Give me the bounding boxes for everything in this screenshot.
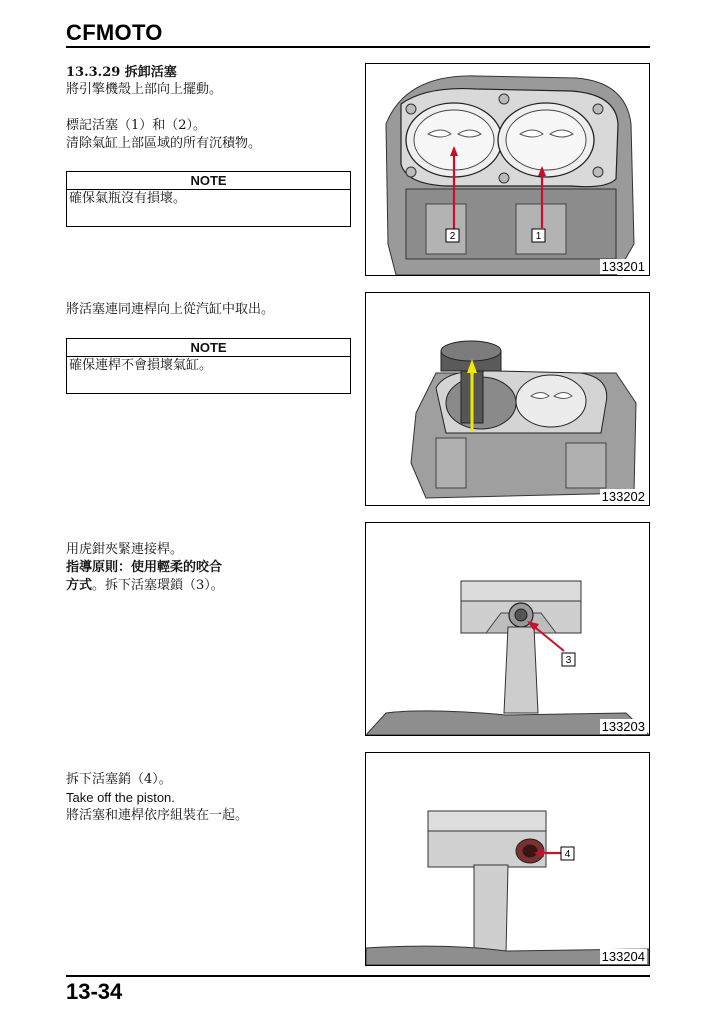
brand-title: CFMOTO (66, 20, 163, 45)
figure-133202 (365, 292, 650, 506)
section-title: 13.3.29 拆卸活塞 (66, 65, 177, 80)
step3-line3 (66, 577, 224, 595)
callout-3: 3 (565, 655, 572, 666)
step3-line3-bold: 方式 (66, 578, 93, 593)
step1-line2: 清除氣缸上部區域的所有沉積物。 (66, 136, 262, 151)
section-intro: 將引擎機殼上部向上擺動。 (66, 82, 223, 97)
step1-line1: 標記活塞（1）和（2）。 (66, 118, 207, 133)
figure-number: 133201 (601, 259, 645, 274)
page-number: 13-34 (66, 979, 123, 1004)
step3-line1: 用虎鉗夾緊連接桿。 (66, 542, 184, 557)
note-title: NOTE (67, 339, 350, 357)
note-text: 確保連桿不會損壞氣缸。 (69, 358, 213, 373)
step3-line3-rest: 。拆下活塞環鎖（3）。 (92, 578, 224, 593)
note-text: 確保氣瓶沒有損壞。 (69, 191, 187, 206)
header-rule (66, 46, 650, 48)
step4-line2: Take off the piston. (66, 790, 175, 805)
figure-133204 (365, 752, 650, 966)
step2-line1: 將活塞連同連桿向上從汽缸中取出。 (66, 302, 275, 317)
figure-number: 133204 (601, 949, 645, 964)
note-title: NOTE (67, 172, 350, 190)
figure-number: 133202 (601, 489, 645, 504)
step4-line3: 將活塞和連桿依序組裝在一起。 (66, 808, 249, 823)
cylinder-block-top-illustration (366, 64, 649, 275)
step3-line2: 指導原則：使用輕柔的咬合 (66, 560, 223, 575)
figure-number: 133203 (601, 719, 645, 734)
piston-pin-removal-illustration (366, 753, 649, 965)
note-box-1 (66, 171, 351, 227)
note-box-2 (66, 338, 351, 394)
step4-line1: 拆下活塞銷（4）。 (66, 772, 172, 787)
figure-133203 (365, 522, 650, 736)
callout-4: 4 (564, 849, 571, 860)
footer-rule (66, 975, 650, 977)
piston-removal-illustration (366, 293, 649, 505)
callout-1: 1 (535, 231, 542, 242)
figure-133201 (365, 63, 650, 276)
callout-2: 2 (449, 231, 456, 242)
circlip-removal-illustration (366, 523, 649, 735)
